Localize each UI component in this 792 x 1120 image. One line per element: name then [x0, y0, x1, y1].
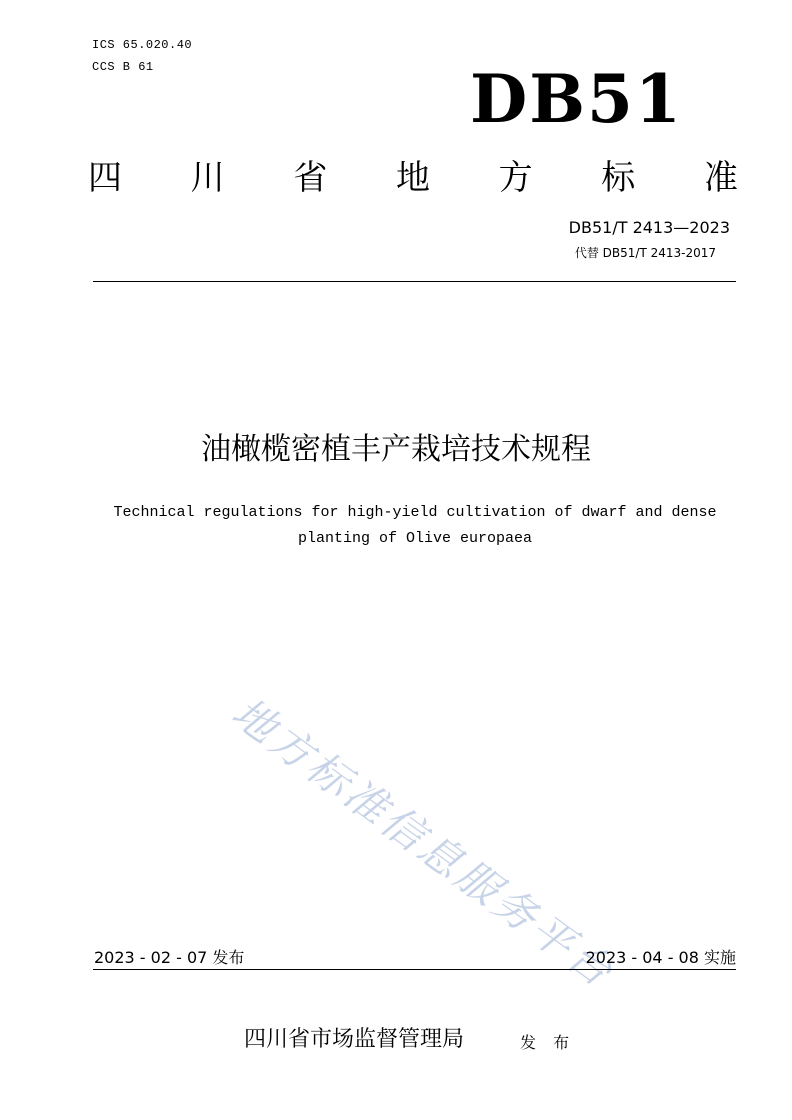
ics-code: ICS 65.020.40	[92, 38, 193, 52]
publish-date: 2023 - 02 - 07 发布	[94, 948, 245, 967]
standard-type-char: 四	[88, 157, 122, 198]
standard-type-char: 准	[703, 157, 738, 198]
watermark: 地方标准信息服务平台	[223, 687, 625, 998]
document-title-en-line: Technical regulations for high-yield cultivation of dwarf and dense	[113, 504, 717, 521]
replaces-note: 代替 DB51/T 2413-2017	[574, 246, 716, 260]
document-title-en	[90, 500, 740, 552]
issuing-authority: 四川省市场监督管理局	[244, 1027, 465, 1052]
standard-type-char: 川	[190, 157, 225, 198]
standard-type-heading	[88, 150, 738, 198]
standard-type-char: 标	[601, 157, 636, 198]
footer-divider	[93, 969, 736, 970]
db51-logo: DB51	[470, 60, 683, 138]
standard-type-char: 省	[293, 157, 328, 198]
implementation-date: 2023 - 04 - 08 实施	[585, 948, 736, 967]
document-title-cn: 油橄榄密植丰产栽培技术规程	[201, 432, 591, 467]
standard-number: DB51/T 2413—2023	[568, 218, 730, 237]
issued-label: 发 布	[520, 1033, 576, 1052]
header-divider	[93, 281, 736, 282]
ccs-code: CCS B 61	[92, 60, 154, 74]
standard-type-char: 方	[498, 157, 533, 198]
standard-type-char: 地	[395, 157, 430, 198]
document-title-en-line: planting of Olive europaea	[297, 530, 533, 547]
